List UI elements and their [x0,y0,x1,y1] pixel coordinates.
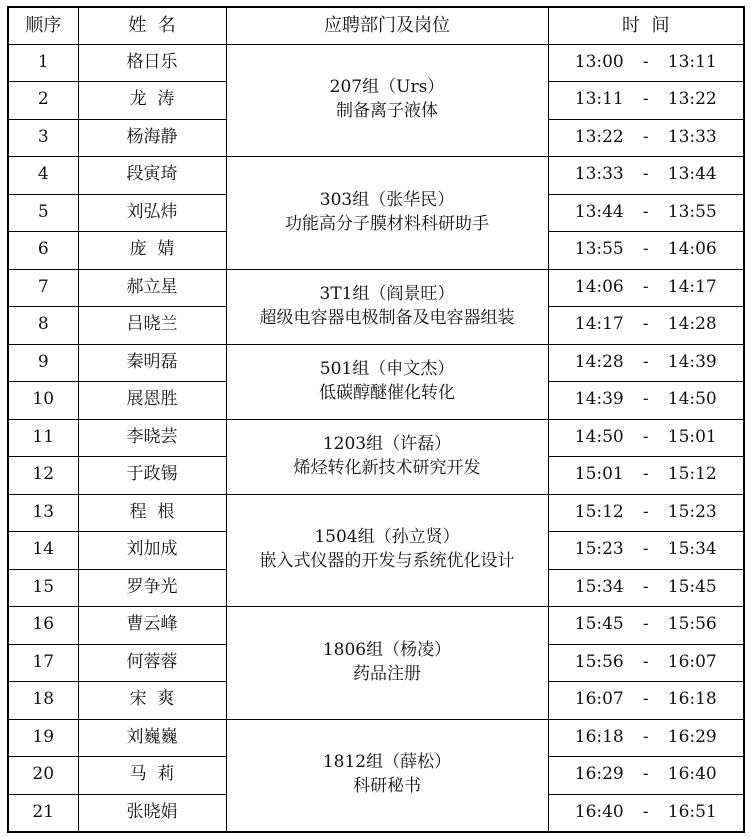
dept-cell [226,269,548,344]
header-dept: 应聘部门及岗位 [226,7,548,44]
dept-role: 嵌入式仪器的开发与系统优化设计 [259,551,515,572]
name-cell: 刘加成 [78,532,226,570]
header-row [8,7,744,44]
dept-role: 药品注册 [353,663,421,684]
time-end: 16:51 [667,801,717,822]
time-end: 16:29 [667,726,717,747]
name-cell: 秦明磊 [78,344,226,382]
time-cell [548,269,744,307]
time-end: 13:11 [667,51,717,72]
time-start: 13:55 [574,239,624,260]
dept-role: 超级电容器电极制备及电容器组装 [259,307,515,328]
time-cell [548,457,744,495]
order-cell: 10 [8,382,78,420]
time-end: 16:18 [667,689,717,710]
name-cell: 罗争光 [78,569,226,607]
time-end: 15:01 [667,426,717,447]
order-cell: 21 [8,794,78,832]
time-start: 15:45 [574,614,624,635]
time-start: 16:40 [574,801,624,822]
header-time: 时 间 [548,7,744,44]
time-separator: - [642,164,649,185]
name-cell: 吕晓兰 [78,307,226,345]
dept-group: 3T1组（阎景旺） [319,283,455,304]
dept-role: 制备离子液体 [336,101,438,122]
time-separator: - [642,314,649,335]
time-separator: - [642,539,649,560]
time-end: 14:06 [667,239,717,260]
time-cell [548,44,744,82]
name-cell: 格日乐 [78,44,226,82]
time-cell [548,607,744,645]
order-cell: 7 [8,269,78,307]
dept-group: 501组（申文杰） [319,358,455,379]
name-cell: 程 根 [78,494,226,532]
time-separator: - [642,426,649,447]
time-start: 15:12 [574,501,624,522]
table-row [8,344,744,382]
order-cell: 6 [8,232,78,270]
dept-group: 207组（Urs） [329,77,445,98]
order-cell: 16 [8,607,78,645]
dept-group: 1203组（许磊） [322,433,452,454]
time-separator: - [642,689,649,710]
time-separator: - [642,501,649,522]
time-end: 13:44 [667,164,717,185]
time-end: 13:55 [667,201,717,222]
time-start: 16:07 [574,689,624,710]
order-cell: 19 [8,719,78,757]
time-start: 15:01 [574,464,624,485]
time-end: 15:23 [667,501,717,522]
dept-cell [226,719,548,832]
time-separator: - [642,351,649,372]
time-cell [548,344,744,382]
time-separator: - [642,126,649,147]
name-cell: 宋 爽 [78,682,226,720]
time-cell [548,569,744,607]
order-cell: 5 [8,194,78,232]
time-start: 15:34 [574,576,624,597]
header-name: 姓 名 [78,7,226,44]
time-separator: - [642,614,649,635]
time-end: 14:39 [667,351,717,372]
time-cell [548,419,744,457]
name-cell: 马 莉 [78,757,226,795]
time-cell [548,682,744,720]
time-start: 13:22 [574,126,624,147]
name-cell: 何蓉蓉 [78,644,226,682]
time-start: 14:17 [574,314,624,335]
time-end: 15:12 [667,464,717,485]
time-cell [548,232,744,270]
order-cell: 12 [8,457,78,495]
dept-group: 1812组（薛松） [322,752,452,773]
time-end: 15:56 [667,614,717,635]
time-separator: - [642,801,649,822]
time-cell [548,382,744,420]
order-cell: 18 [8,682,78,720]
time-separator: - [642,276,649,297]
time-end: 13:22 [667,89,717,110]
dept-cell [226,157,548,270]
time-start: 14:28 [574,351,624,372]
dept-role: 功能高分子膜材料科研助手 [285,213,489,234]
dept-cell [226,419,548,494]
table-row [8,419,744,457]
order-cell: 3 [8,119,78,157]
time-cell [548,82,744,120]
time-separator: - [642,389,649,410]
time-start: 14:39 [574,389,624,410]
name-cell: 龙 涛 [78,82,226,120]
dept-cell [226,494,548,607]
name-cell: 刘弘炜 [78,194,226,232]
name-cell: 于政锡 [78,457,226,495]
time-separator: - [642,651,649,672]
table-row [8,269,744,307]
time-start: 16:18 [574,726,624,747]
order-cell: 9 [8,344,78,382]
time-end: 16:07 [667,651,717,672]
dept-cell [226,344,548,419]
table-row [8,607,744,645]
time-cell [548,119,744,157]
order-cell: 4 [8,157,78,195]
header-order: 顺序 [8,7,78,44]
dept-group: 1504组（孙立贤） [314,527,460,548]
dept-role: 烯烃转化新技术研究开发 [293,457,481,478]
name-cell: 刘巍巍 [78,719,226,757]
time-separator: - [642,89,649,110]
time-cell [548,644,744,682]
name-cell: 李晓芸 [78,419,226,457]
dept-role: 科研秘书 [353,776,421,796]
order-cell: 15 [8,569,78,607]
time-separator: - [642,464,649,485]
table-row [8,719,744,757]
dept-group: 303组（张华民） [319,189,455,210]
name-cell: 杨海静 [78,119,226,157]
interview-schedule-table [7,6,745,833]
time-end: 14:17 [667,276,717,297]
time-separator: - [642,726,649,747]
table-row [8,494,744,532]
time-cell [548,532,744,570]
order-cell: 1 [8,44,78,82]
dept-role: 低碳醇醚催化转化 [319,382,455,403]
time-separator: - [642,576,649,597]
schedule-body [8,44,744,832]
name-cell: 展恩胜 [78,382,226,420]
time-start: 15:56 [574,651,624,672]
name-cell: 郝立星 [78,269,226,307]
time-separator: - [642,239,649,260]
time-separator: - [642,201,649,222]
order-cell: 8 [8,307,78,345]
time-cell [548,157,744,195]
time-start: 16:29 [574,764,624,785]
time-cell [548,757,744,795]
time-end: 13:33 [667,126,717,147]
order-cell: 13 [8,494,78,532]
time-end: 14:28 [667,314,717,335]
time-start: 13:44 [574,201,624,222]
order-cell: 17 [8,644,78,682]
time-end: 14:50 [667,389,717,410]
time-cell [548,307,744,345]
time-start: 15:23 [574,539,624,560]
order-cell: 14 [8,532,78,570]
time-start: 13:11 [574,89,624,110]
order-cell: 2 [8,82,78,120]
time-cell [548,719,744,757]
time-cell [548,794,744,832]
dept-cell [226,44,548,157]
table-row [8,44,744,82]
name-cell: 段寅琦 [78,157,226,195]
name-cell: 曹云峰 [78,607,226,645]
time-end: 16:40 [667,764,717,785]
table-row [8,157,744,195]
name-cell: 张晓娟 [78,794,226,832]
time-end: 15:45 [667,576,717,597]
name-cell: 庞 婧 [78,232,226,270]
dept-group: 1806组（杨凌） [322,639,452,660]
time-end: 15:34 [667,539,717,560]
order-cell: 11 [8,419,78,457]
time-start: 13:33 [574,164,624,185]
time-separator: - [642,764,649,785]
time-separator: - [642,51,649,72]
order-cell: 20 [8,757,78,795]
time-cell [548,194,744,232]
time-start: 14:06 [574,276,624,297]
time-start: 13:00 [574,51,624,72]
time-cell [548,494,744,532]
dept-cell [226,607,548,720]
time-start: 14:50 [574,426,624,447]
